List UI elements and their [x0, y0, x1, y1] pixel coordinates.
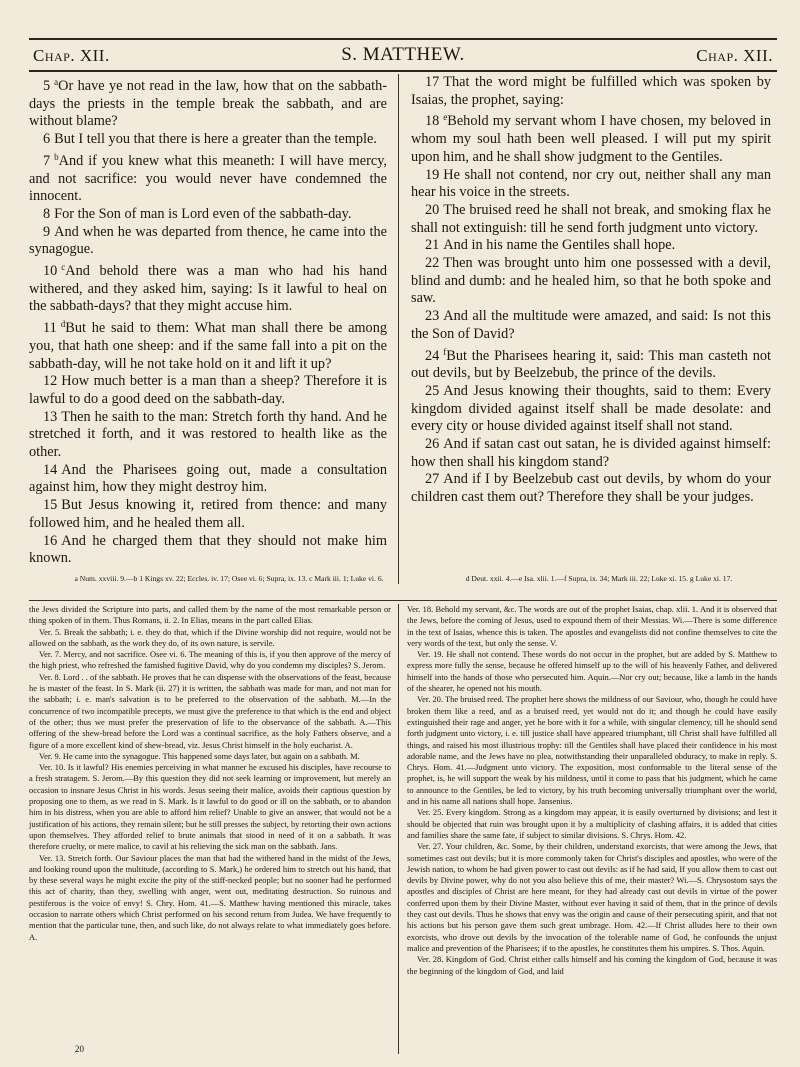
- verse-22: [411, 255, 771, 308]
- verse-number: 14: [43, 461, 58, 478]
- commentary-paragraph: the Jews divided the Scripture into parts, and called them by the name of the most remarkable person or thing spoken of in them. Thus Romans, ii. 2. In Elias, means in the part called Elias.: [29, 604, 391, 626]
- verse-text: He shall not contend, nor cry out, neither shall any man hear his voice in the streets.: [411, 166, 771, 201]
- verse-text: And in his name the Gentiles shall hope.: [443, 237, 676, 254]
- verse-16: [29, 533, 387, 568]
- commentary-paragraph: Ver. 8. Lord . . of the sabbath. He proves that he can dispense with the observations of the feast, because he is master of the feast. In S. Mark (ii. 27) it is written, the sabbath was made for man, and not man for the sabbath; i. e. man's salvation is to be preferred to the observation of the sabbath. M.—In the concurrence of two incompatible precepts, we must give the preference to that which is the end and object of the other; thus we must prefer the preservation of life to the observance of the sabbath. A.—This offering of the shew-bread before the Lord was a continual sacrifice, as the holy Fathers observe, and a figure of a more excellent kind of shew-bread, viz. Jesus Christ himself in the holy eucharist. A.: [29, 671, 391, 750]
- cross-references: [29, 574, 777, 596]
- verse-number: 19: [425, 166, 440, 183]
- verse-13: [29, 409, 387, 462]
- verse-number: 20: [425, 201, 440, 218]
- bible-page: [29, 38, 777, 1058]
- verse-number: 25: [425, 382, 440, 399]
- reference-mark: a: [54, 77, 59, 87]
- verse-15: [29, 497, 387, 532]
- verse-20: [411, 202, 771, 237]
- verse-column-right: [403, 74, 777, 571]
- verse-12: [29, 373, 387, 408]
- reference-mark: e: [443, 112, 448, 123]
- verse-number: 24: [425, 347, 440, 364]
- verse-text: But Jesus knowing it, retired from thence: and many followed him, and he healed them all.: [29, 497, 387, 531]
- verse-text: But he said to them: What man shall there be among you, that hath one sheep: and if the same fall into a pit on the sabbath-day, will he not take hold on it and lift it up?: [29, 320, 387, 372]
- reference-mark: d: [60, 319, 66, 330]
- verse-23: [411, 308, 771, 343]
- verse-text: How much better is a man than a sheep? Therefore it is lawful to do a good deed on the sabbath-day.: [29, 373, 387, 407]
- verse-text: Then he saith to the man: Stretch forth thy hand. And he stretched it forth, and it was restored to health like as the other.: [29, 408, 387, 461]
- running-header: [29, 38, 777, 72]
- verse-21: [411, 237, 771, 255]
- verse-text: The bruised reed he shall not break, and smoking flax he shall not extinguish: till he send forth judgment unto victory.: [411, 201, 771, 236]
- verse-5: [29, 74, 387, 131]
- verse-11: [29, 316, 387, 373]
- verse-number: 17: [425, 74, 440, 90]
- commentary-paragraph: Ver. 7. Mercy, and not sacrifice. Osee vi. 6. The meaning of this is, if you then approve of the mercy of the high priest, who refreshed the famished fugitive David, why do you condemn my disciples? S. Jerom.: [29, 649, 391, 671]
- verse-number: 23: [425, 308, 440, 325]
- header-chapter-right: Chap. XII.: [696, 46, 773, 65]
- commentary-column-divider: [398, 604, 399, 1054]
- commentary-paragraph: Ver. 13. Stretch forth. Our Saviour places the man that had the withered hand in the midst of the Jews, and looking round upon the multitude, (according to S. Mark,) he ordered him to stretch out his hand, that by these several ways he might excite the pity of the stiff-necked people; but no sooner had he performed this act of charity, than they, swelling with anger, went out, meditating destruction. So ruinous and pestiferous is the voice of envy! S. Chry. Hom. 41.—S. Matthew having mentioned this miracle, takes occasion to narrate others which Christ performed on his second return from Judea. We have frequently to mention that the particular tune, then, and such like, do not always relate to what immediately goes before. A.: [29, 852, 391, 942]
- verse-column-left: [29, 74, 395, 571]
- verse-number: 11: [43, 320, 57, 337]
- verse-text: Behold my servant whom I have chosen, my beloved in whom my soul hath been well pleased. I will put my spirit upon him, and he shall show judgment to the Gentiles.: [411, 113, 771, 165]
- commentary-column-left: [29, 604, 395, 943]
- verse-24: [411, 344, 771, 383]
- verse-text: Then was brought unto him one possessed with a devil, blind and dumb: and he healed him, so that he both spoke and saw.: [411, 255, 771, 307]
- reference-mark: f: [443, 346, 447, 357]
- verse-9: [29, 224, 387, 259]
- reference-mark: c: [61, 262, 66, 273]
- verse-number: 9: [43, 223, 51, 240]
- verse-text: But I tell you that there is here a greater than the temple.: [54, 131, 377, 148]
- commentary-paragraph: Ver. 28. Kingdom of God. Christ either calls himself and his coming the kingdom of God, because it was the beginning of the kingdom of God, and laid: [407, 954, 777, 976]
- verse-6: [29, 131, 387, 149]
- verse-text: And the Pharisees going out, made a consultation against him, how they might destroy him.: [29, 461, 387, 496]
- verse-number: 26: [425, 436, 440, 453]
- verse-number: 5: [43, 78, 51, 94]
- commentary-paragraph: Ver. 5. Break the sabbath; i. e. they do that, which if the Divine worship did not require, would not be allowed on the sabbath, as the work they do, of its own nature, is servile.: [29, 626, 391, 648]
- commentary-paragraph: Ver. 9. He came into the synagogue. This happened some days later, but again on a sabbath. M.: [39, 750, 360, 761]
- commentary-paragraph: Ver. 20. The bruised reed. The prophet here shows the mildness of our Saviour, who, though he could have broken them like a reed, and as a bruised reed, yet would not do it; and though he could have easily extinguished their rage and anger, yet he bore with it for a while, with singular clemency, till he should send forth judgment unto victory, i. e. till justice shall have appeared triumphant, till Christ shall have fulfilled all things, and raised his most illustrious trophy: till the Gentiles shall have placed their confidence in his most adorable name, and the Jews have no plea, notwithstanding their unparalleled obduracy, to make in reply. S. Chrys. Hom. 41.—Judgment unto victory. The exposition, most conformable to the literal sense of the prophet, is, he will support the weak by his mildness, until it come to pass that his judgment, which he came to announce to the Gentiles, be led to victory, by his truth becoming universally triumphant over the world, and in his name all nations shall hope. Jansenius.: [407, 694, 777, 807]
- verse-text: For the Son of man is Lord even of the sabbath-day.: [54, 205, 352, 222]
- verse-7: [29, 149, 387, 206]
- verse-25: [411, 383, 771, 436]
- verse-text: And if satan cast out satan, he is divided against himself: how then shall his kingdom stand?: [411, 436, 771, 470]
- commentary-divider: [29, 600, 777, 601]
- verse-number: 6: [43, 131, 51, 148]
- verse-text: And when he was departed from thence, he came into the synagogue.: [29, 223, 387, 258]
- verse-text: And he charged them that they should not make him known.: [29, 532, 387, 567]
- commentary-paragraph: Ver. 19. He shall not contend. These words do not occur in the prophet, but are added by S. Matthew to express more fully the sense, because he offered himself up to the will of his heavenly Father, and delivered himself into the hands of those who persecuted him. Aquin.—Nor cry out; because, like a lamb in the hands of the shearer, he opened not his mouth.: [407, 649, 777, 694]
- verse-number: 15: [43, 497, 58, 514]
- header-book-title: S. MATTHEW.: [341, 44, 465, 65]
- verse-text: And Jesus knowing their thoughts, said to them: Every kingdom divided against itself shall be made desolate: and every city or house divided against itself shall not stand.: [411, 382, 771, 435]
- verse-text: And if you knew what this meaneth: I will have mercy, and not sacrifice: you would never have condemned the innocent.: [29, 152, 387, 205]
- verse-number: 13: [43, 408, 58, 425]
- verse-14: [29, 462, 387, 497]
- cross-reference-right: d Deut. xxii. 4.—e Isa. xlii. 1.—f Supra, ix. 34; Mark iii. 22; Luke xi. 15. g Luke xi. 17.: [465, 574, 733, 583]
- verse-text: And all the multitude were amazed, and said: Is not this the Son of David?: [411, 308, 771, 342]
- verse-text: But the Pharisees hearing it, said: This man casteth not out devils, but by Beelzebub, the prince of the devils.: [411, 347, 771, 382]
- verse-18: [411, 109, 771, 166]
- verse-27: [411, 471, 771, 506]
- column-divider: [398, 74, 399, 584]
- verse-19: [411, 167, 771, 202]
- commentary-column-right: [403, 604, 777, 977]
- reference-mark: b: [54, 151, 59, 162]
- verse-columns: [29, 74, 777, 571]
- verse-number: 16: [43, 532, 58, 549]
- page-number: 20: [75, 1044, 84, 1054]
- verse-number: 10: [43, 263, 58, 280]
- verse-text: Or have ye not read in the law, how that on the sabbath-days the priests in the temple break the sabbath, and are without blame?: [29, 78, 387, 130]
- verse-26: [411, 436, 771, 471]
- verse-number: 22: [425, 255, 440, 272]
- verse-number: 12: [43, 373, 58, 390]
- header-chapter-left: Chap. XII.: [33, 46, 110, 65]
- verse-number: 27: [425, 471, 440, 488]
- cross-reference-left: a Num. xxviii. 9.—b 1 Kings xv. 22; Eccles. iv. 17; Osee vi. 6; Supra, ix. 13. c Mark iii. 1; Luke vi. 6.: [74, 574, 384, 583]
- commentary-paragraph: Ver. 10. Is it lawful? His enemies perceiving in what manner he excused his disciples, have recourse to a fresh stratagem. S. Jerom.—By this question they did not seek learning or improvement, but merely an occasion to insnare Jesus Christ in his words. Jesus seeing their malice, avoids their captious question by proposing one to them, as we read in S. Mark. Is it lawful to do good or ill on the sabbath, or to abandon him in his distress, when you are able to afford him relief? Unable to give an answer, that would not be a justification of his actions, they remain silent; but he still presses the subject, by retorting their own actions upon themselves. They afforded relief to brute animals that stood in need of it on a sabbath. It was therefore cruelty, or mere malice, to cavil at his relieving the sick man on the sabbath. Jans.: [29, 762, 391, 852]
- verse-17: [411, 74, 771, 109]
- verse-8: [29, 206, 387, 224]
- verse-10: [29, 259, 387, 316]
- commentary: [29, 604, 777, 1054]
- verse-text: And behold there was a man who had his hand withered, and they asked him, saying: Is it lawful to heal on the sabbath-days? that they might accuse him.: [29, 263, 387, 315]
- verse-number: 21: [425, 237, 440, 254]
- commentary-paragraph: Ver. 25. Every kingdom. Strong as a kingdom may appear, it is easily overturned by divisions; and lest it should be objected that ruin was brought upon it by a multiplicity of clashing affairs, it is added that cities and families share the same fate, if subject to similar divisions. S. Chrys. Hom. 42.: [407, 807, 777, 840]
- verse-number: 18: [425, 113, 440, 130]
- verse-text: That the word might be fulfilled which was spoken by Isaias, the prophet, saying:: [411, 74, 771, 108]
- commentary-paragraph: Ver. 18. Behold my servant, &c. The words are out of the prophet Isaias, chap. xlii. 1. And it is observed that the Jews, before the coming of Jesus, used to expound them of their Messias. Wi.—There is some difference in the text of Isaias, whence this is taken. The apostles and evangelists did not confine themselves to cite the very words of the text, but only the sense. V.: [407, 604, 777, 648]
- verse-number: 8: [43, 205, 51, 222]
- commentary-paragraph: Ver. 27. Your children, &c. Some, by their children, understand exorcists, that were among the Jews, that sometimes cast out devils; but it is more commonly taken for Christ's disciples and apostles, who were of the Jewish nation, to whom he had given power to cast out devils: as if he had said, If you allow them to cast out devils by Divine power, why do not you also believe this of me, their master? Wi.—S. Chrysostom says the apostles and disciples of Christ are here meant, for they had already cast out devils in virtue of the power conferred upon them by their Divine Master, without ever having it said of them, that in the prince of devils they cast out devils. Thus he shows that envy was the origin and cause of their persecuting spirit, and that not his actions but his person gave them such great umbrage. Hom. 42.—If Christ alludes here to their own exorcists, who drove out devils by the invocation of the tolerable name of God, he confounds the unjust malice and prevention of the Pharisees; if to the apostles, he constitutes them his umpires. S. Thos. Aquin.: [407, 841, 777, 953]
- verse-number: 7: [43, 152, 51, 169]
- verse-text: And if I by Beelzebub cast out devils, by whom do your children cast them out? Therefore they shall be your judges.: [411, 471, 771, 506]
